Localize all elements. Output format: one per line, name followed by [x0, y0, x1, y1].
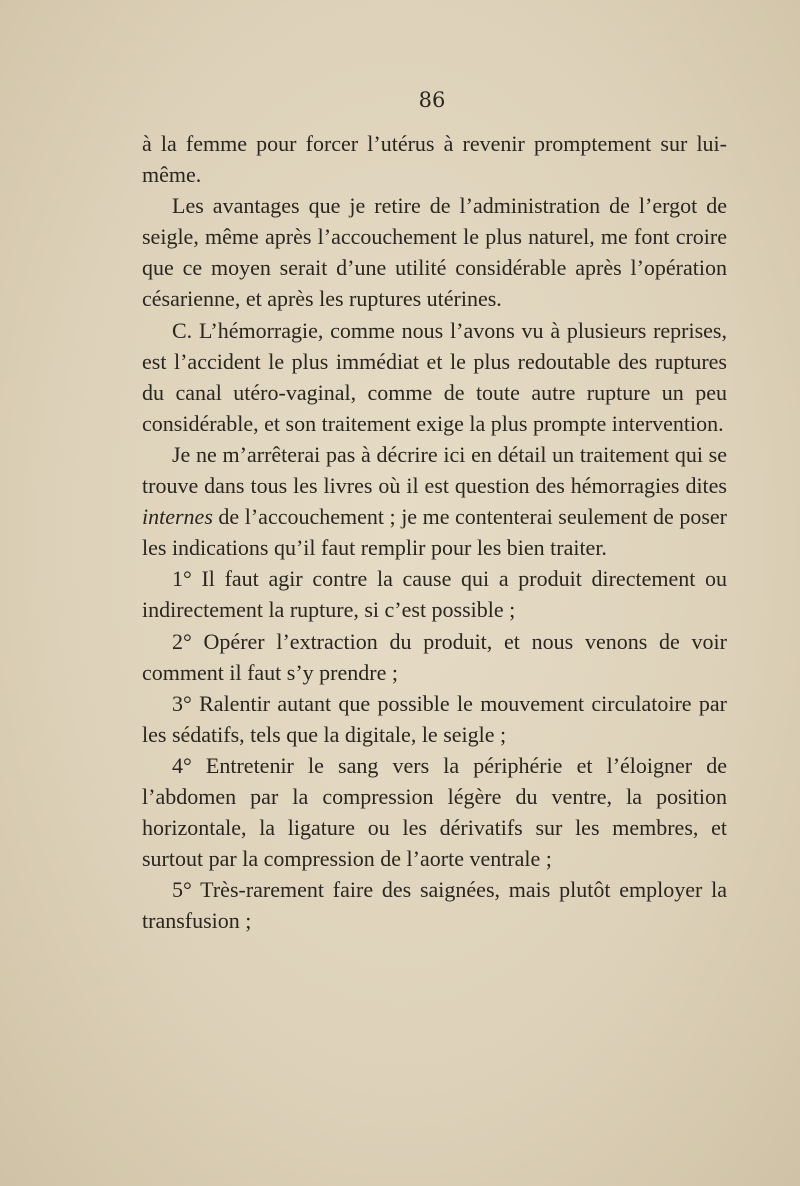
indication-5: 5° Très-rarement faire des saignées, mais plutôt employer la transfusion ; — [142, 877, 727, 934]
indication-4: 4° Entretenir le sang vers la périphérie et l’éloigner de l’abdomen par la compression légère du ventre, la position horizontale, la ligature ou les dérivatifs sur les membres, et surtout par la compression de l’aorte ventrale ; — [142, 752, 727, 872]
page-number: 86 — [418, 88, 446, 112]
paragraph-ergot: Les avantages que je retire de l’administration de l’ergot de seigle, même après l’accouchement le plus naturel, me font croire que ce moyen serait d’une utilité considérable après l’opération césarienne, et après les ruptures utérines. — [142, 193, 727, 312]
italic-term: internes — [142, 504, 213, 530]
indication-1: 1° Il faut agir contre la cause qui a produit directement ou indirectement la rupture, si c’est possible ; — [142, 566, 727, 623]
paragraph-hemorrhage: C. L’hémorragie, comme nous l’avons vu à plusieurs reprises, est l’accident le plus immédiat et le plus redoutable des ruptures du canal utéro-vaginal, comme de toute autre rupture un peu considérable, et son traitement exige la plus prompte intervention. — [142, 317, 727, 436]
paragraph-continuation: à la femme pour forcer l’utérus à revenir promptement sur lui-même. — [142, 131, 727, 188]
indication-3: 3° Ralentir autant que possible le mouvement circulatoire par les sédatifs, tels que la digitale, le seigle ; — [142, 690, 727, 747]
treatment-text-before: Je ne m’arrêterai pas à décrire ici en détail un traitement qui se trouve dans tous les livres où il est question des hémorragies dites — [142, 441, 727, 499]
treatment-text-after: de l’accouchement ; je me contenterai seulement de poser les indications qu’il faut remplir pour les bien traiter. — [142, 504, 727, 561]
paragraph-treatment — [142, 439, 727, 563]
indication-2: 2° Opérer l’extraction du produit, et nous venons de voir comment il faut s’y prendre ; — [142, 628, 727, 685]
body-text — [142, 128, 727, 936]
